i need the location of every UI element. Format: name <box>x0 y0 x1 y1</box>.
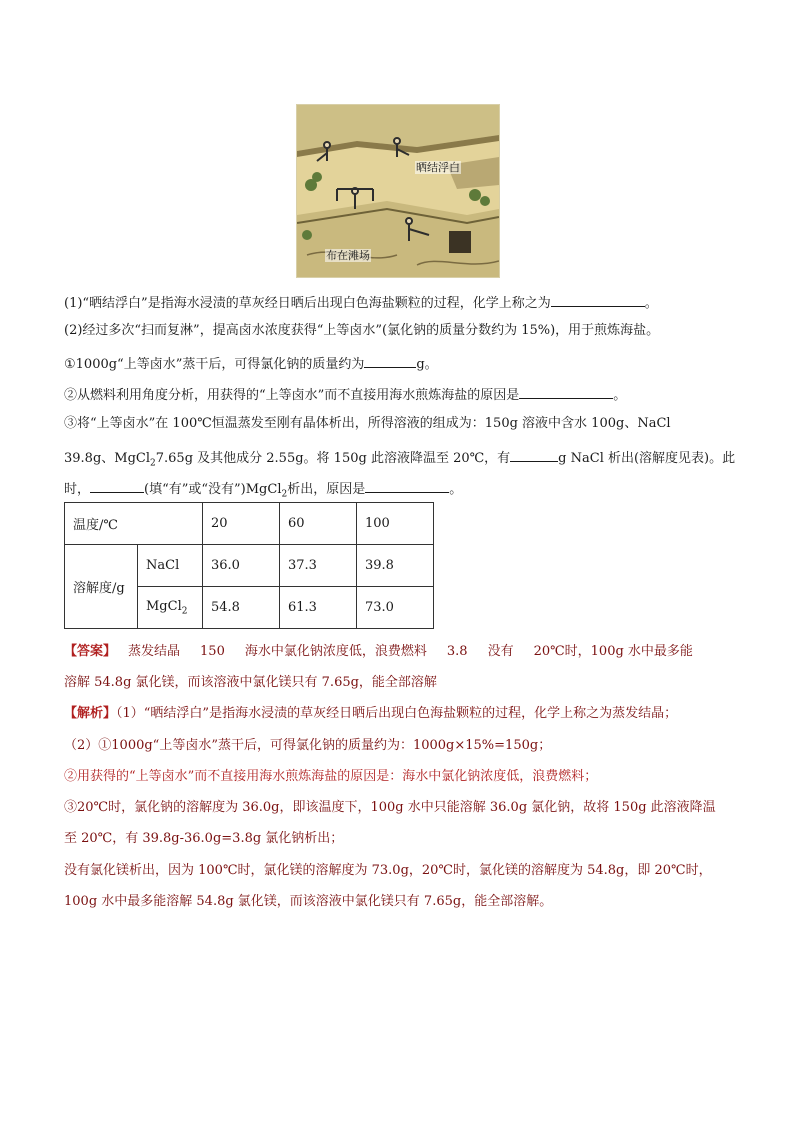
part-3-subscript: 2 <box>150 458 156 469</box>
part-3-text-d: 时， <box>64 482 91 497</box>
question-2-part-1 <box>64 353 438 374</box>
answer-line-2: 溶解 54.8g 氯化镁，而该溶液中氯化镁只有 7.65g，能全部溶解 <box>64 675 437 690</box>
question-2-part-3-line-2 <box>64 447 735 473</box>
table-cell: 37.3 <box>280 545 357 587</box>
part-2-text: ②从燃料利用角度分析，用获得的“上等卤水”而不直接用海水煎炼海盐的原因是 <box>64 388 520 403</box>
table-temp-cell: 100 <box>357 503 434 545</box>
table-cell: 39.8 <box>357 545 434 587</box>
analysis-line-2: （2）①1000g“上等卤水”蒸干后，可得氯化钠的质量约为：1000g×15%=150g； <box>64 738 552 753</box>
table-temp-cell: 60 <box>280 503 357 545</box>
analysis-line-4: ③20℃时，氯化钠的溶解度为 36.0g，即该温度下，100g 水中只能溶解 36.0g 氯化钠，故将 150g 此溶液降温 <box>64 800 716 815</box>
table-cell: 61.3 <box>280 587 357 629</box>
part-3-blank-2 <box>90 478 144 493</box>
part-3-subscript-2: 2 <box>281 489 288 500</box>
part-3-text-a: 39.8g、MgCl <box>64 451 151 466</box>
table-row-group-label: 溶解度/g <box>65 545 138 629</box>
question-2-part-3-line-3 <box>64 478 462 504</box>
part-1-blank <box>364 353 416 368</box>
part-3-text-e: (填“有”或“没有”)MgCl <box>144 482 282 497</box>
part-3-blank-3 <box>365 478 449 493</box>
analysis-text-1: （1）“晒结浮白”是指海水浸渍的草灰经日晒后出现白色海盐颗粒的过程，化学上称之为蒸发结晶； <box>116 706 678 721</box>
question-1-text: (1)“晒结浮白”是指海水浸渍的草灰经日晒后出现白色海盐颗粒的过程，化学上称之为 <box>64 296 551 311</box>
part-3-blank-1 <box>510 447 558 462</box>
question-1-end: 。 <box>644 296 658 311</box>
question-2-intro: (2)经过多次“扫而复淋”，提高卤水浓度获得“上等卤水”(氯化钠的质量分数约为 15%)，用于煎炼海盐。 <box>64 323 660 338</box>
part-3-text-c: g NaCl 析出(溶解度见表)。此 <box>558 451 736 466</box>
mgcl-subscript: 2 <box>181 606 188 617</box>
part-3-text-b: 7.65g 及其他成分 2.55g。将 150g 此溶液降温至 20℃，有 <box>155 451 511 466</box>
answer-4: 3.8 <box>446 644 468 659</box>
question-1 <box>64 292 658 313</box>
analysis-tag: 【解析】 <box>64 706 117 721</box>
answer-3: 海水中氯化钠浓度低，浪费燃料 <box>244 644 427 659</box>
table-temp-cell: 20 <box>203 503 280 545</box>
table-substance-nacl: NaCl <box>138 545 203 587</box>
part-1-text: ①1000g“上等卤水”蒸干后，可得氯化钠的质量约为 <box>64 357 365 372</box>
answer-5: 没有 <box>487 644 514 659</box>
question-1-blank <box>551 292 645 307</box>
part-1-end: g。 <box>416 357 438 372</box>
part-2-end: 。 <box>613 388 627 403</box>
salt-making-illustration <box>296 104 500 278</box>
analysis-line-5: 至 20℃，有 39.8g-36.0g=3.8g 氯化钠析出； <box>64 831 344 846</box>
table-header-row <box>65 503 434 545</box>
answer-tag: 【答案】 <box>64 644 117 659</box>
analysis-line-6: 没有氯化镁析出，因为 100℃时，氯化镁的溶解度为 73.0g，20℃时，氯化镁的溶解度为 54.8g，即 20℃时， <box>64 863 712 878</box>
answer-6-line-1: 20℃时，100g 水中最多能 <box>533 644 693 659</box>
part-3-text-f: 析出，原因是 <box>287 482 366 497</box>
mgcl-label: MgCl <box>146 598 182 614</box>
figure-label-top: 晒结浮白 <box>416 161 460 174</box>
analysis-line-3: ②用获得的“上等卤水”而不直接用海水煎炼海盐的原因是：海水中氯化钠浓度低，浪费燃料； <box>64 769 598 784</box>
figure-label-bottom: 布在滩场 <box>326 249 370 262</box>
analysis-line-7: 100g 水中最多能溶解 54.8g 氯化镁，而该溶液中氯化镁只有 7.65g，能全部溶解。 <box>64 894 553 909</box>
table-cell: 54.8 <box>203 587 280 629</box>
table-header-label: 温度/℃ <box>65 503 203 545</box>
answer-1: 蒸发结晶 <box>128 644 181 659</box>
answer-line-1 <box>64 643 693 661</box>
table-cell: 73.0 <box>357 587 434 629</box>
table-row <box>65 545 434 587</box>
question-2-part-2 <box>64 384 626 405</box>
part-2-blank <box>519 384 613 399</box>
table-cell: 36.0 <box>203 545 280 587</box>
question-2-part-3-line-1: ③将“上等卤水”在 100℃恒温蒸发至刚有晶体析出，所得溶液的组成为：150g 溶液中含水 100g、NaCl <box>64 416 671 431</box>
table-substance-mgcl2 <box>138 587 203 629</box>
analysis-line-1 <box>64 705 677 723</box>
solubility-table <box>64 502 434 629</box>
part-3-end: 。 <box>449 482 463 497</box>
answer-2: 150 <box>200 644 225 659</box>
